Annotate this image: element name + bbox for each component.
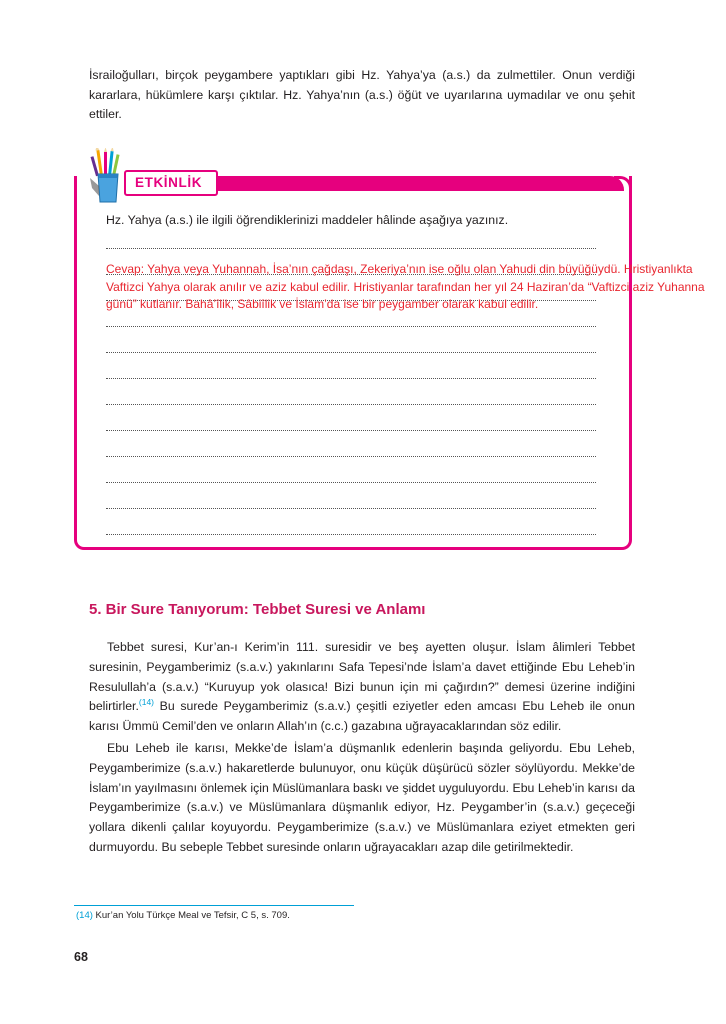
section-paragraph-1	[89, 638, 635, 737]
activity-box-top-bar	[198, 176, 624, 191]
answer-line	[106, 326, 596, 327]
answer-line	[106, 378, 596, 379]
intro-paragraph: İsrailoğulları, birçok peygambere yaptıkları gibi Hz. Yahya’ya (a.s.) da zulmettiler. Onun verdiği kararlara, hükümlere karşı çıktılar. Hz. Yahya’nın (a.s.) öğüt ve uyarılarına uymadılar ve onu şehit ettiler.	[89, 68, 635, 121]
answer-line	[106, 482, 596, 483]
activity-instruction: Hz. Yahya (a.s.) ile ilgili öğrendiklerinizi maddeler hâlinde aşağıya yazınız.	[106, 213, 509, 227]
paragraph-text: Tebbet suresi, Kur’an-ı Kerim’in 111. suresidir ve beş ayetten oluşur. İslam âlimleri Tebbet suresinin, Peygamberimiz (s.a.v.) yakınlarını Safa Tepesi’nde İslam’a davet ettiğinde Ebu Leheb’in Resulullah’a (s.a.v.) “Kuruyup yok olasıca! Bizi bunun için mi çağırdın?” demesi üzerine indiğini belirtirler.	[89, 640, 635, 714]
section-title: 5. Bir Sure Tanıyorum: Tebbet Suresi ve Anlamı	[89, 601, 426, 618]
handwritten-answer: Cevap: Yahya veya Yuhannah, İsa’nın çağdaşı, Zekeriya’nın ise oğlu olan Yahudi din büyüğüydü. Hristiyanlıkta Vaftizci Yahya olarak anılır ve aziz kabul edilir. Hristiyanlar tarafından her yıl 24 Haziran’da “Vaftizci aziz Yuhanna günü” kutlanır. Bahâ’îlik, Sâbiîlik ve İslam’da ise bir peygamber olarak kabul edilir.	[106, 262, 705, 311]
footnote	[76, 909, 290, 922]
answer-line	[106, 404, 596, 405]
answer-line	[106, 352, 596, 353]
footnote-reference[interactable]: (14)	[138, 697, 155, 708]
activity-box	[74, 176, 632, 550]
footnote-divider	[74, 905, 354, 906]
section-paragraph-2: Ebu Leheb ile karısı, Mekke’de İslam’a düşmanlık edenlerin başında geliyordu. Ebu Leheb, Peygamberimize (s.a.v.) hakaretlerde bulunuyor, onu küçük düşürücü sözler söylüyordu. Mekke’de İslam’ın yayılmasını önlemek için Müslümanlara baskı ve şiddet uyguluyordu. Ebu Leheb’in karısı da Peygamberimize (s.a.v.) ve Müslümanlara düşmanlık ediyor, Hz. Peygamber’in (s.a.v.) geçeceği yollara dikenli çalılar koyuyordu. Peygamberimize (s.a.v.) ve Müslümanlara eziyet etmekten geri durmuyordu. Bu sebeple Tebbet suresinde onların uğrayacakları azap dile getirilmektedir.	[89, 741, 635, 854]
answer-line	[106, 508, 596, 509]
activity-label: ETKİNLİK	[135, 175, 203, 190]
answer-line	[106, 248, 596, 249]
footnote-text: Kur’an Yolu Türkçe Meal ve Tefsir, C 5, s. 709.	[92, 910, 290, 921]
activity-box-corner	[614, 176, 632, 206]
page-number: 68	[74, 950, 88, 964]
footnote-number: (14)	[76, 910, 93, 921]
answer-line	[106, 430, 596, 431]
paragraph-text: Bu surede Peygamberimiz (s.a.v.) çeşitli eziyetler eden amcası Ebu Leheb ile onun karısı Ümmü Cemil’den ve onların Allah’ın (c.c.) gazabına uğrayacaklarından söz edilir.	[89, 699, 635, 734]
answer-line	[106, 456, 596, 457]
answer-line	[106, 534, 596, 535]
